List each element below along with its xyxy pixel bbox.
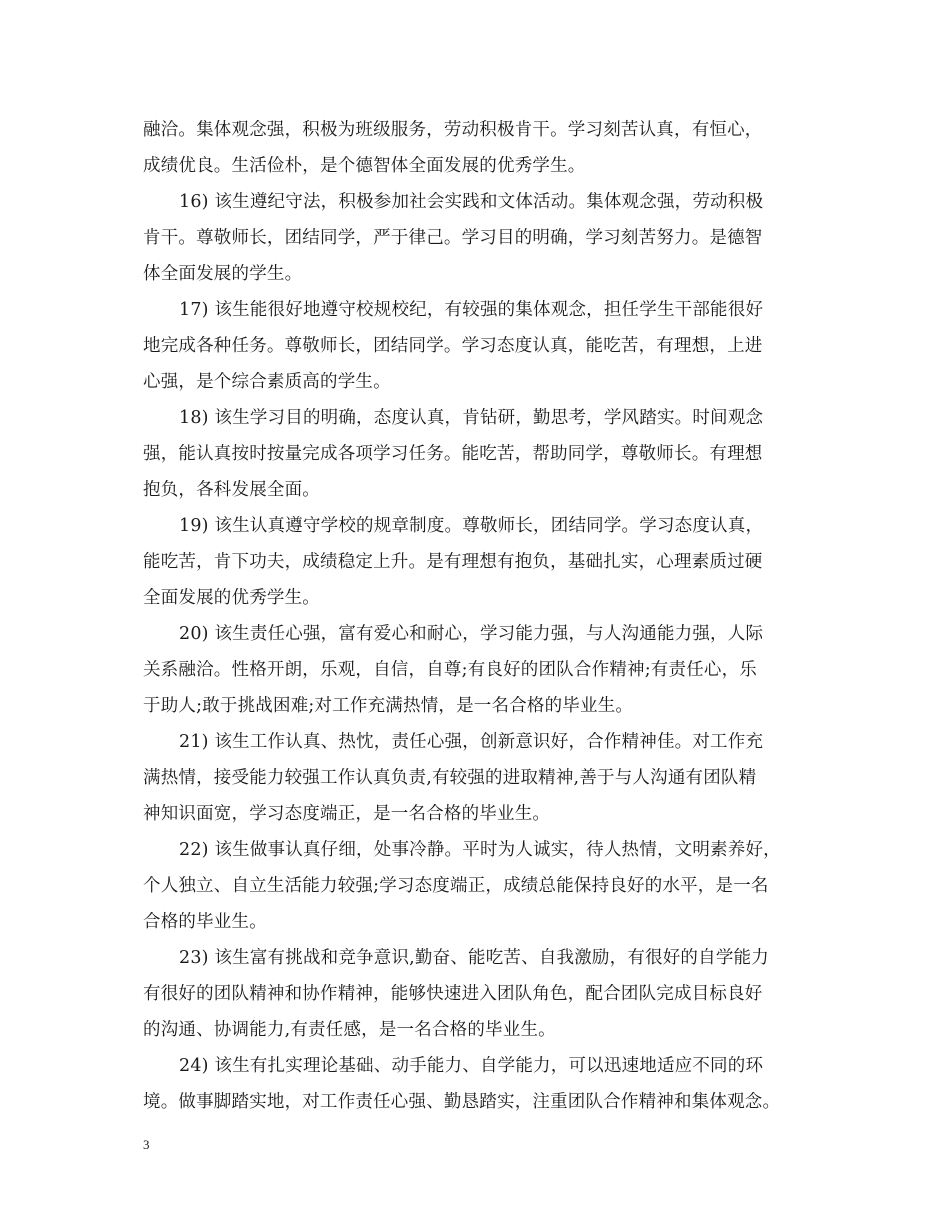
text-line: 于助人;敢于挑战困难;对工作充满热情，是一名合格的毕业生。 xyxy=(143,696,634,716)
text-line: 地完成各种任务。尊敬师长，团结同学。学习态度认真，能吃苦，有理想，上进 xyxy=(143,336,763,356)
text-line: 个人独立、自立生活能力较强;学习态度端正，成绩总能保持良好的水平，是一名 xyxy=(143,876,769,896)
text-line: 满热情，接受能力较强工作认真负责,有较强的进取精神,善于与人沟通有团队精 xyxy=(143,768,757,788)
text-line: 全面发展的优秀学生。 xyxy=(143,588,320,608)
body-text xyxy=(143,112,833,1120)
text-line: 19) 该生认真遵守学校的规章制度。尊敬师长，团结同学。学习态度认真， xyxy=(179,516,764,536)
text-line: 有很好的团队精神和协作精神，能够快速进入团队角色，配合团队完成目标良好 xyxy=(143,984,763,1004)
text-line: 的沟通、协调能力,有责任感，是一名合格的毕业生。 xyxy=(143,1020,556,1040)
text-line: 关系融洽。性格开朗，乐观，自信，自尊;有良好的团队合作精神;有责任心，乐 xyxy=(143,660,757,680)
page-number: 3 xyxy=(143,1137,150,1152)
text-line: 合格的毕业生。 xyxy=(143,912,267,932)
text-line: 17) 该生能很好地遵守校规校纪，有较强的集体观念，担任学生干部能很好 xyxy=(179,300,764,320)
text-line: 24) 该生有扎实理论基础、动手能力、自学能力，可以迅速地适应不同的环 xyxy=(179,1056,764,1076)
text-line: 18) 该生学习目的明确，态度认真，肯钻研，勤思考，学风踏实。时间观念 xyxy=(179,408,764,428)
text-line: 心强，是个综合素质高的学生。 xyxy=(143,372,391,392)
text-line: 强，能认真按时按量完成各项学习任务。能吃苦，帮助同学，尊敬师长。有理想 xyxy=(143,444,763,464)
text-line: 20) 该生责任心强，富有爱心和耐心，学习能力强，与人沟通能力强，人际 xyxy=(179,624,764,644)
text-line: 肯干。尊敬师长，团结同学，严于律己。学习目的明确，学习刻苦努力。是德智 xyxy=(143,228,763,248)
text-line: 成绩优良。生活俭朴，是个德智体全面发展的优秀学生。 xyxy=(143,156,586,176)
text-line: 境。做事脚踏实地，对工作责任心强、勤恳踏实，注重团队合作精神和集体观念。 xyxy=(143,1092,781,1112)
text-line: 16) 该生遵纪守法，积极参加社会实践和文体活动。集体观念强，劳动积极 xyxy=(179,192,764,212)
text-line: 融洽。集体观念强，积极为班级服务，劳动积极肯干。学习刻苦认真，有恒心， xyxy=(143,120,763,140)
text-line: 21) 该生工作认真、热忱，责任心强，创新意识好，合作精神佳。对工作充 xyxy=(179,732,764,752)
text-line: 22) 该生做事认真仔细，处事冷静。平时为人诚实，待人热情，文明素养好， xyxy=(179,840,781,860)
text-line: 23) 该生富有挑战和竞争意识,勤奋、能吃苦、自我激励，有很好的自学能力 xyxy=(179,948,769,968)
text-line: 能吃苦，肯下功夫，成绩稳定上升。是有理想有抱负，基础扎实，心理素质过硬 xyxy=(143,552,763,572)
text-line: 神知识面宽，学习态度端正，是一名合格的毕业生。 xyxy=(143,804,551,824)
text-line: 体全面发展的学生。 xyxy=(143,264,303,284)
text-line: 抱负，各科发展全面。 xyxy=(143,480,320,500)
